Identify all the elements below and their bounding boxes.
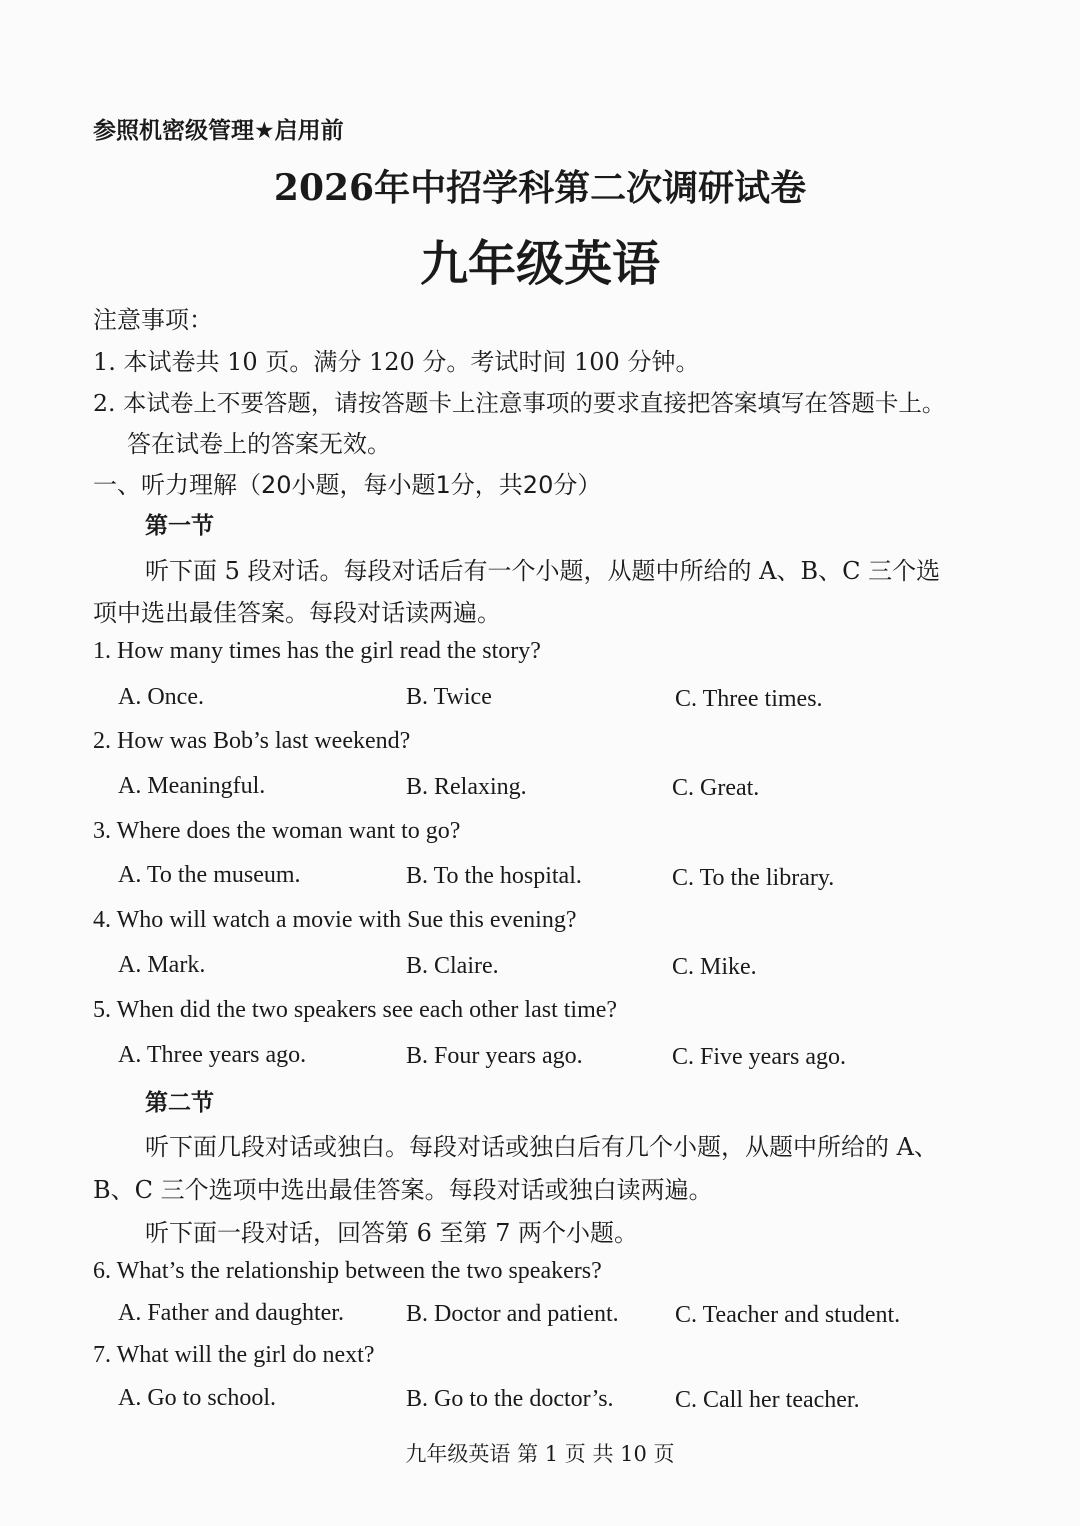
q2-option-b: B. Relaxing.: [406, 774, 527, 800]
question-7: 7. What will the girl do next?: [93, 1342, 375, 1368]
page-footer: 九年级英语 第 1 页 共 10 页: [405, 1442, 675, 1466]
q3-option-a: A. To the museum.: [118, 862, 301, 888]
q6-option-b: B. Doctor and patient.: [406, 1301, 619, 1327]
note-item-2: 2. 本试卷上不要答题，请按答题卡上注意事项的要求直接把答案填写在答题卡上。: [93, 389, 946, 417]
exam-subtitle: 九年级英语: [419, 236, 660, 292]
q5-option-b: B. Four years ago.: [406, 1043, 583, 1069]
q6-option-c: C. Teacher and student.: [675, 1302, 901, 1328]
q1-option-c: C. Three times.: [675, 686, 823, 712]
question-4: 4. Who will watch a movie with Sue this evening?: [93, 907, 577, 933]
confidentiality-label: 参照机密级管理★启用前: [93, 118, 344, 144]
question-3: 3. Where does the woman want to go?: [93, 818, 461, 844]
q3-option-c: C. To the library.: [672, 865, 835, 891]
q3-option-b: B. To the hospital.: [406, 863, 582, 889]
part1-instruction-line-2: 项中选出最佳答案。每段对话读两遍。: [93, 599, 501, 627]
q5-option-a: A. Three years ago.: [118, 1042, 307, 1068]
exam-title: 2026年中招学科第二次调研试卷: [273, 167, 807, 209]
section-title-listening: 一、听力理解（20小题，每小题1分，共20分）: [93, 471, 602, 499]
question-2: 2. How was Bob’s last weekend?: [93, 728, 411, 754]
part1-instruction-line-1: 听下面 5 段对话。每段对话后有一个小题，从题中所给的 A、B、C 三个选: [145, 557, 941, 585]
q4-option-c: C. Mike.: [672, 954, 757, 980]
q4-option-a: A. Mark.: [118, 952, 206, 978]
q2-option-a: A. Meaningful.: [118, 773, 266, 799]
q2-option-c: C. Great.: [672, 775, 760, 801]
part2-instruction-line-2: B、C 三个选项中选出最佳答案。每段对话或独白读两遍。: [93, 1176, 713, 1204]
notes-heading: 注意事项：: [93, 306, 213, 334]
question-1: 1. How many times has the girl read the story?: [93, 638, 541, 664]
question-6: 6. What’s the relationship between the two speakers?: [93, 1258, 602, 1284]
q1-option-a: A. Once.: [118, 684, 204, 710]
q4-option-b: B. Claire.: [406, 953, 499, 979]
part2-instruction-line-1: 听下面几段对话或独白。每段对话或独白后有几个小题，从题中所给的 A、: [145, 1133, 938, 1161]
q6-option-a: A. Father and daughter.: [118, 1300, 344, 1326]
q7-option-b: B. Go to the doctor’s.: [406, 1386, 614, 1412]
q1-option-b: B. Twice: [406, 684, 492, 710]
q7-option-a: A. Go to school.: [118, 1385, 276, 1411]
q7-option-c: C. Call her teacher.: [675, 1387, 860, 1413]
question-5: 5. When did the two speakers see each other last time?: [93, 997, 618, 1023]
note-item-2-cont: 答在试卷上的答案无效。: [127, 430, 391, 458]
part2-heading: 第二节: [145, 1090, 214, 1116]
part1-heading: 第一节: [145, 513, 214, 539]
q5-option-c: C. Five years ago.: [672, 1044, 846, 1070]
note-item-1: 1. 本试卷共 10 页。满分 120 分。考试时间 100 分钟。: [93, 348, 700, 376]
part2-instruction-line-3: 听下面一段对话，回答第 6 至第 7 两个小题。: [145, 1219, 639, 1247]
